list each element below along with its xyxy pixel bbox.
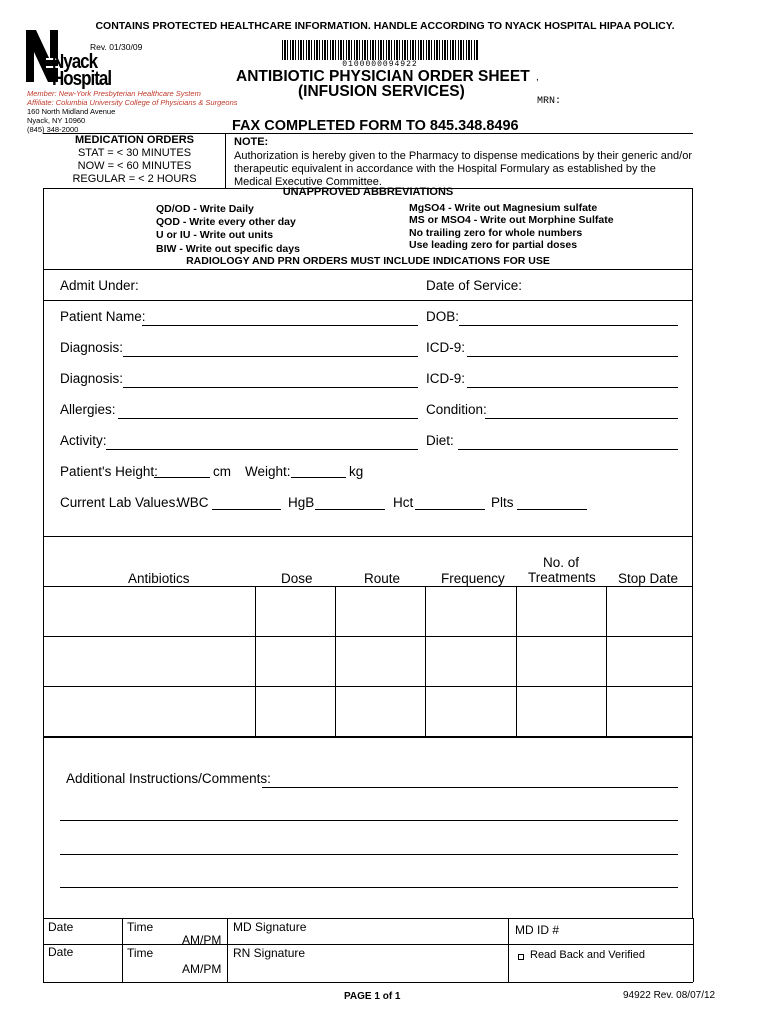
abbr-left-2: QOD - Write every other day — [156, 216, 296, 228]
comments-line-2[interactable] — [60, 820, 678, 821]
table-col-divider — [335, 586, 336, 738]
now-definition: NOW = < 60 MINUTES — [77, 160, 192, 172]
icd9-2-field[interactable] — [467, 387, 678, 388]
table-col-divider — [516, 586, 517, 738]
hct-label: Hct — [393, 495, 414, 510]
col-no-of: No. of — [543, 555, 580, 570]
icd9-1-label: ICD-9: — [426, 340, 466, 355]
col-dose: Dose — [281, 571, 313, 586]
height-field[interactable] — [154, 477, 210, 478]
plts-label: Plts — [491, 495, 514, 510]
ampm-1-label: AM/PM — [182, 933, 222, 947]
lab-values-label: Current Lab Values: — [60, 495, 180, 510]
affiliate-text: Affiliate: Columbia University College of Physicians & Surgeons — [27, 98, 238, 107]
regular-definition: REGULAR = < 2 HOURS — [72, 173, 197, 185]
form-id: 94922 Rev. 08/07/12 — [623, 990, 716, 1001]
condition-label: Condition: — [426, 402, 487, 417]
barcode-number: 0100000094922 — [342, 60, 418, 69]
icd9-1-field[interactable] — [467, 356, 678, 357]
wbc-label: WBC — [177, 495, 209, 510]
table-row-divider — [43, 636, 693, 637]
form-subtitle: (INFUSION SERVICES) — [298, 83, 465, 100]
table-col-divider — [425, 586, 426, 738]
diet-field[interactable] — [458, 449, 678, 450]
read-back-checkbox[interactable] — [518, 954, 524, 960]
ampm-2-label: AM/PM — [182, 962, 222, 976]
weight-field[interactable] — [291, 477, 346, 478]
revision-date: Rev. 01/30/09 — [90, 42, 143, 52]
signature-bottom-border — [43, 982, 693, 983]
phone-number: (845) 348-2000 — [27, 125, 79, 134]
patient-name-field[interactable] — [142, 325, 418, 326]
activity-field[interactable] — [106, 449, 418, 450]
diagnosis-2-field[interactable] — [123, 387, 418, 388]
address-line-1: 160 North Midland Avenue — [27, 107, 116, 116]
table-col-divider — [606, 586, 607, 738]
diagnosis-1-label: Diagnosis: — [60, 340, 124, 355]
sig-col-divider — [508, 918, 509, 982]
comments-line-1[interactable] — [262, 787, 678, 788]
wbc-field[interactable] — [212, 509, 281, 510]
abbr-left-4: BIW - Write out specific days — [156, 243, 300, 255]
abbr-left-3: U or IU - Write out units — [156, 229, 274, 241]
address-line-2: Nyack, NY 10960 — [27, 116, 86, 125]
sig-col-divider — [43, 918, 44, 982]
dob-label: DOB: — [426, 309, 460, 324]
member-text: Member: New-York Presbyterian Healthcare System — [27, 89, 201, 98]
note-line-1: Authorization is hereby given to the Pharmacy to dispense medications by their generic and/or — [234, 150, 692, 162]
note-line-2: therapeutic equivalent in accordance with the Hospital Formulary as established by the — [234, 163, 656, 175]
comments-label: Additional Instructions/Comments: — [66, 771, 271, 786]
barcode — [282, 40, 478, 60]
logo-text-nyack: Nyack — [52, 50, 98, 73]
icd9-2-label: ICD-9: — [426, 371, 466, 386]
sig-col-divider — [693, 918, 694, 982]
radiology-prn-notice: RADIOLOGY AND PRN ORDERS MUST INCLUDE INDICATIONS FOR USE — [186, 255, 550, 267]
abbr-right-3: No trailing zero for whole numbers — [409, 227, 583, 239]
diet-label: Diet: — [426, 433, 454, 448]
date-of-service-label: Date of Service: — [426, 278, 523, 293]
allergies-field[interactable] — [118, 418, 418, 419]
col-stop-date: Stop Date — [618, 571, 679, 586]
signature-row-divider — [43, 944, 693, 945]
abbr-left-1: QD/OD - Write Daily — [156, 203, 254, 215]
hospital-logo — [26, 30, 116, 90]
admit-under-label: Admit Under: — [60, 278, 139, 293]
medication-orders-title: MEDICATION ORDERS — [75, 134, 194, 146]
allergies-label: Allergies: — [60, 402, 116, 417]
comments-line-3[interactable] — [60, 854, 678, 855]
comments-box — [43, 738, 693, 918]
logo-text-hospital: Hospital — [52, 67, 112, 90]
abbr-right-2: MS or MSO4 - Write out Morphine Sulfate — [409, 214, 614, 226]
abbreviations-title: UNAPPROVED ABBREVIATIONS — [282, 186, 454, 198]
md-signature-label: MD Signature — [233, 920, 307, 934]
abbr-right-1: MgSO4 - Write out Magnesium sulfate — [409, 202, 598, 214]
date-1-label: Date — [48, 920, 74, 934]
read-back-label: Read Back and Verified — [530, 949, 645, 961]
col-antibiotics: Antibiotics — [128, 571, 190, 586]
weight-label: Weight: — [245, 464, 291, 479]
md-id-label: MD ID # — [515, 923, 560, 937]
abbr-right-4: Use leading zero for partial doses — [409, 239, 578, 251]
note-line-3: Medical Executive Committee. — [234, 176, 382, 188]
height-label: Patient's Height: — [60, 464, 158, 479]
hgb-field[interactable] — [315, 509, 385, 510]
rn-signature-label: RN Signature — [233, 946, 306, 960]
activity-label: Activity: — [60, 433, 107, 448]
antibiotics-table — [43, 537, 693, 738]
hct-field[interactable] — [415, 509, 485, 510]
date-2-label: Date — [48, 945, 74, 959]
diagnosis-1-field[interactable] — [123, 356, 418, 357]
time-1-label: Time — [127, 920, 154, 934]
condition-field[interactable] — [485, 418, 678, 419]
mrn-label: MRN: — [537, 96, 562, 107]
kg-label: kg — [349, 464, 364, 479]
cm-label: cm — [213, 464, 231, 479]
col-treatments: Treatments — [528, 570, 596, 585]
col-route: Route — [364, 571, 401, 586]
table-header-divider — [43, 586, 693, 587]
hipaa-notice: CONTAINS PROTECTED HEALTHCARE INFORMATION. HANDLE ACCORDING TO NYACK HOSPITAL HIPAA POLICY. — [95, 20, 675, 32]
fax-instructions: FAX COMPLETED FORM TO 845.348.8496 — [232, 118, 519, 134]
page-number: PAGE 1 of 1 — [344, 991, 401, 1002]
plts-field[interactable] — [517, 509, 587, 510]
form-title: ANTIBIOTIC PHYSICIAN ORDER SHEET — [236, 68, 530, 85]
title-comma: , — [536, 72, 539, 83]
dob-field[interactable] — [459, 325, 678, 326]
patient-name-label: Patient Name: — [60, 309, 146, 324]
signature-top-border — [43, 918, 693, 919]
diagnosis-2-label: Diagnosis: — [60, 371, 124, 386]
table-col-divider — [255, 586, 256, 738]
sig-col-divider — [122, 918, 123, 982]
stat-definition: STAT = < 30 MINUTES — [77, 147, 192, 159]
col-frequency: Frequency — [441, 571, 505, 586]
divider — [43, 300, 693, 301]
table-row-divider — [43, 686, 693, 687]
comments-line-4[interactable] — [60, 887, 678, 888]
note-title: NOTE: — [234, 136, 269, 148]
sig-col-divider — [227, 918, 228, 982]
time-2-label: Time — [127, 946, 154, 960]
hgb-label: HgB — [288, 495, 315, 510]
